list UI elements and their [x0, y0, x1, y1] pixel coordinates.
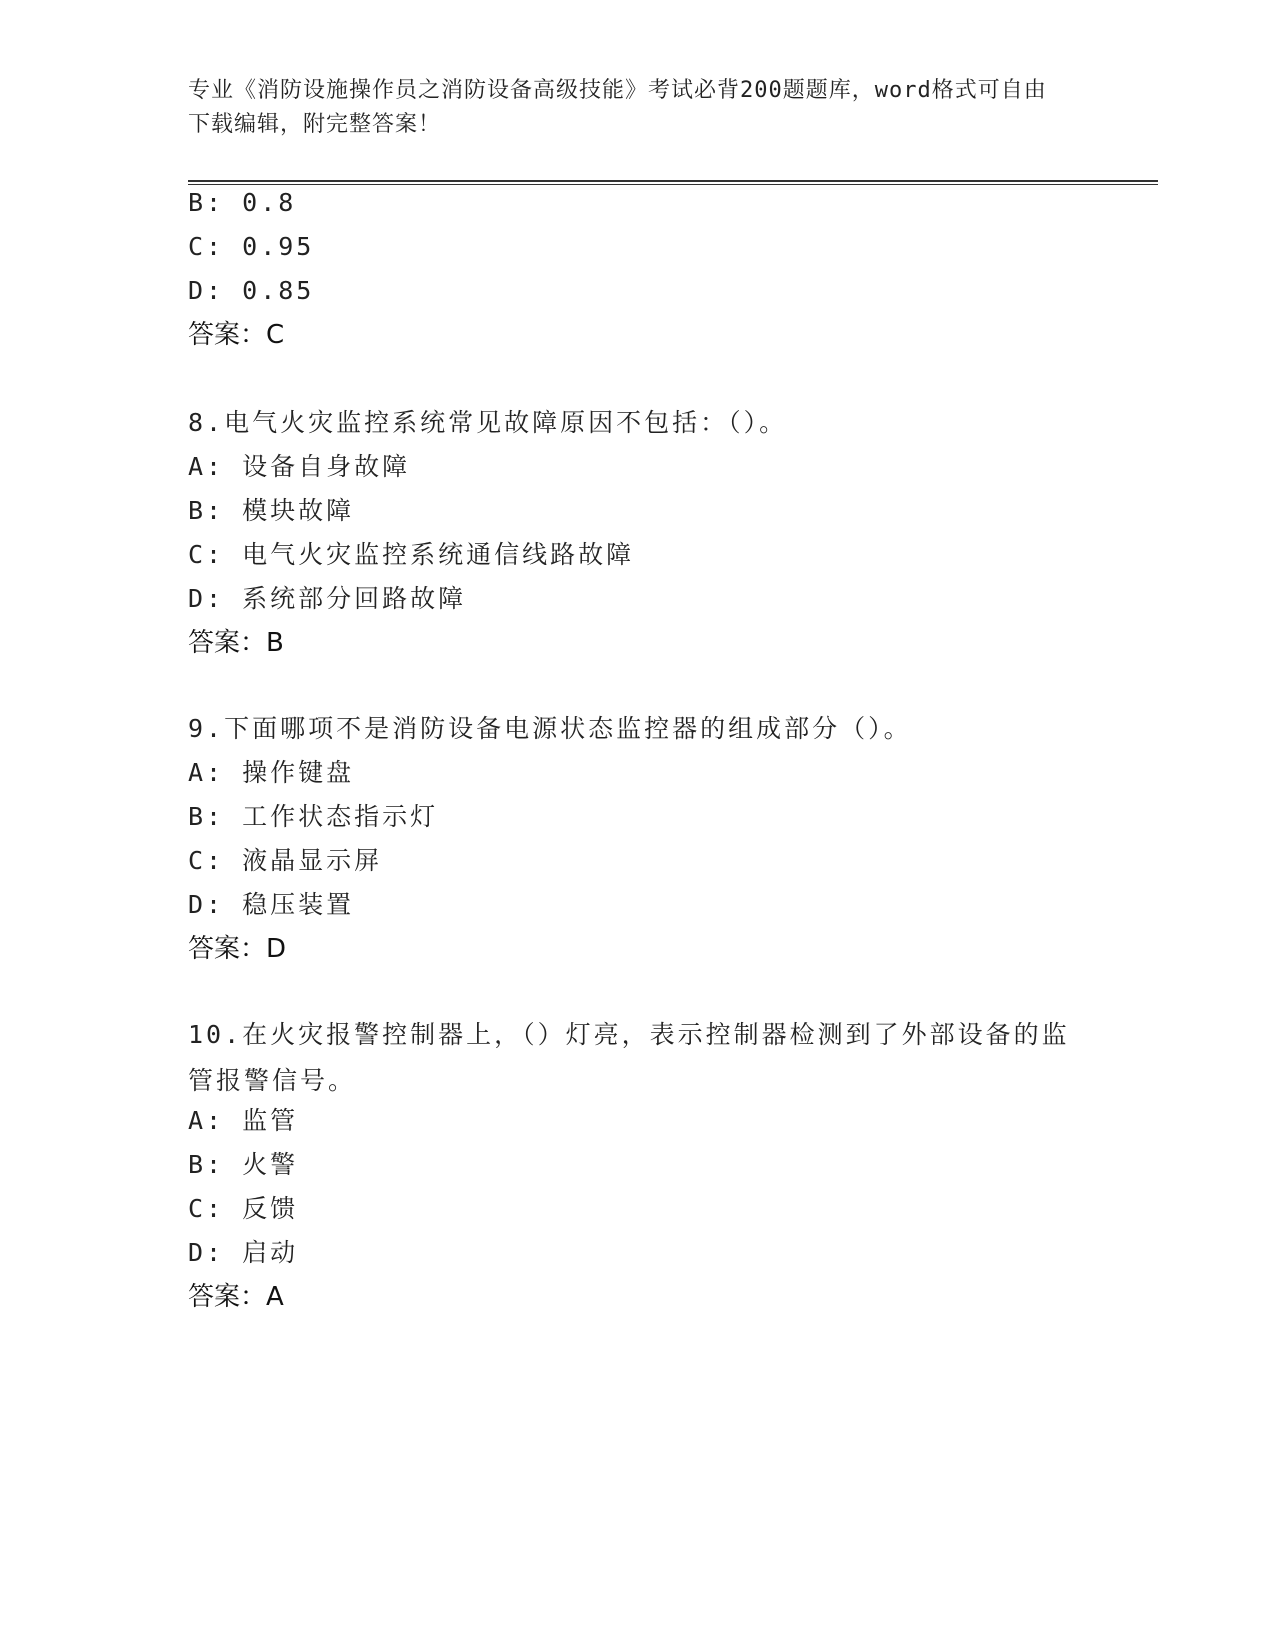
question-9-option-d: D: 稳压装置 [188, 890, 355, 919]
prev-question-option-c: C: 0.95 [188, 232, 315, 261]
question-8-option-a: A: 设备自身故障 [188, 452, 411, 481]
question-8-option-c: C: 电气火灾监控系统通信线路故障 [188, 540, 635, 569]
header-divider-thin [188, 184, 1158, 185]
question-10-text: 10.在火灾报警控制器上，（）灯亮，表示控制器检测到了外部设备的监管报警信号。 [188, 1020, 1070, 1095]
question-8-text: 8.电气火灾监控系统常见故障原因不包括：（）。 [188, 408, 788, 437]
prev-question-answer: 答案：C [188, 320, 285, 350]
question-10-option-d: D: 启动 [188, 1238, 299, 1267]
question-8-option-b: B: 模块故障 [188, 496, 355, 525]
question-10-option-a: A: 监管 [188, 1106, 299, 1135]
question-10-option-c: C: 反馈 [188, 1194, 299, 1223]
question-8-answer: 答案：B [188, 628, 284, 658]
question-10-answer: 答案：A [188, 1282, 284, 1312]
question-9-text: 9.下面哪项不是消防设备电源状态监控器的组成部分（）。 [188, 714, 912, 743]
document-header: 专业《消防设施操作员之消防设备高级技能》考试必背200题题库，word格式可自由下载编辑，附完整答案！ [188, 78, 1047, 137]
question-9-answer: 答案：D [188, 934, 287, 964]
question-8-option-d: D: 系统部分回路故障 [188, 584, 467, 613]
prev-question-option-b: B: 0.8 [188, 188, 297, 217]
prev-question-option-d: D: 0.85 [188, 276, 315, 305]
question-9-option-b: B: 工作状态指示灯 [188, 802, 439, 831]
header-divider-thick [188, 180, 1158, 182]
question-9-option-c: C: 液晶显示屏 [188, 846, 383, 875]
question-10-option-b: B: 火警 [188, 1150, 299, 1179]
question-9-option-a: A: 操作键盘 [188, 758, 355, 787]
